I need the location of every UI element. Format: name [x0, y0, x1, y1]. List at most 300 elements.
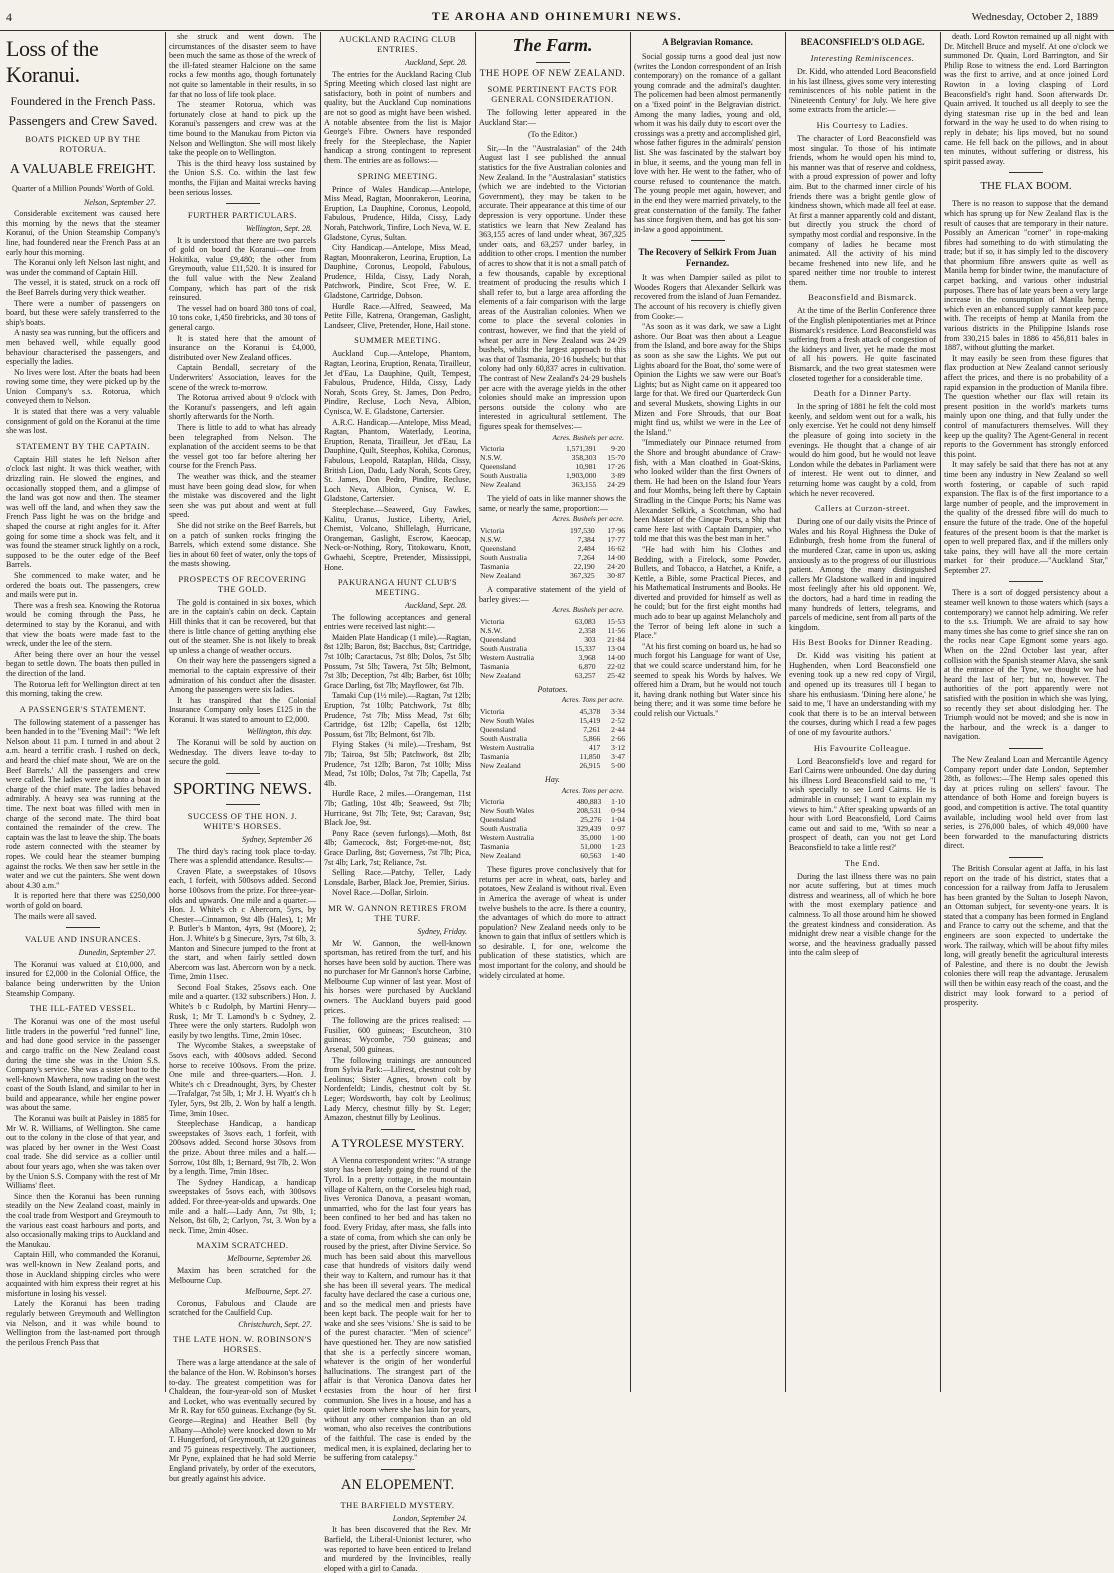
- paragraph: The Koranui only left Nelson last night, and was under the command of Captain Hill.: [6, 258, 160, 277]
- table-header: [479, 786, 626, 796]
- table-row: [479, 662, 626, 671]
- paragraph: "At his first coming on board us, he had so much forgot his Language for want of Use, that we could scarce understand him, for he seemed to speak his Words by halves. We offered him a Dram, but he would not touch it, having drank nothing but Water since his being there; and it was some time before he could relish our Victuals.": [634, 641, 781, 718]
- acres-cell: 11,850: [579, 751, 601, 761]
- paragraph: Mr W. Gannon, the well-known sportsman, has retired from the turf, and his horses have been sold by auction. There was no purchaser for Mr Gannon's horse Carbine, Melbourne Cup winner of last year. Most of his horses were purchased by Auckland owners. The Auckland buyers paid good prices.: [324, 938, 471, 1015]
- acres-cell: 60,563: [580, 851, 602, 861]
- table-row: [479, 806, 626, 815]
- paragraph: There was a large attendance at the sale of the balance of the Hon. W. Robinson's horses to-day. The greatest competition was for Chaldean, the four-year-old son of Musket and Locket, who was eventually secured by Mr R. Ray for 650 guineas. Exchange (by St. George—Regina) and Heather Bell (by Albany—Athole) were knocked down to Mr T. Hungerford, of Greymouth, at 120 guineas and 75 guineas respectively. The auctioneer, Mr Pyne, explained that he had sold Merrie England privately, by order of the executors, but greatly against his advice.: [169, 1358, 316, 1483]
- acres-cell: 63,083: [574, 616, 596, 626]
- potatoes-table: [479, 707, 626, 770]
- colony-cell: Tasmania: [480, 561, 509, 571]
- dateline: Sydney, Friday.: [417, 926, 467, 936]
- colony-cell: New South Wales: [480, 806, 535, 816]
- paragraph: It has transpired that the Colonial Insurance Company only loses £125 in the Koranui. It was stated to amount to £2,000.: [169, 695, 316, 724]
- headline-elopement: AN ELOPEMENT.: [340, 1476, 455, 1493]
- yield-cell: 14·00: [607, 652, 625, 662]
- paragraph: Pony Race (seven furlongs).—Moth, 8st 4lb; Gamecock, 8st; Forget-me-not, 8st; Grace Darling, 8st; Governess, 7st 7lb; Pica, 7st 4lb; Lark, 7st; Reliance, 7st.: [324, 828, 471, 867]
- paragraph: Second Foal Stakes, 25sovs each. One mile and a quarter. (132 subscribers.) Hon. J. White's b c Rudolph, by Martini Henry—Rusk, 1; Mr T. Lamond's b c Sydney, 2. Three were the only starters. Rudolph won easily by two lengths. Time, 2min 10sec.: [169, 982, 316, 1040]
- divider: [381, 1129, 415, 1130]
- paragraph: The Koranui was built at Paisley in 1885 for Mr W. R. Williams, of Wellington. She came out to the colony in the close of that year, and was placed by her owner in the West Coast coal trade. She did service as a collier until about four years ago, when she was taken over by the Union S.S. Company with the rest of Mr Williams' fleet.: [6, 1114, 160, 1191]
- paragraph: She did not strike on the Beef Barrels, but on a patch of sunken rocks fringing the Barrels, which extend some distance. She lies in about 60 feet of water, only the tops of the masts showing.: [169, 520, 316, 569]
- paragraph: A.R.C. Handicap.—Antelope, Miss Mead, Ragtan, Phantom, Waterlady, Leorina, Eruption, Renata, Tirailleur, Jet d'Eau, La Dauphine, Quilt, Steephos, Kohika, Coronus, Fabulous, Leopold, Rataplan, Hilda, Cissy, British Lion, Dadu, Lady Norah, Scots Grey, St. James, Don Pedro, Pindire, Recluse, Loch Neva, Albion, Cynisca, W. E. Gladstone, Cartersier.: [324, 417, 471, 504]
- oats-table: [479, 526, 626, 580]
- yield-cell: 30·87: [607, 570, 625, 580]
- paragraph: The Sydney Handicap, a handicap sweepstakes of 5sovs each, with 300sovs added. For three-year-olds and upwards. One mile and a half.—Lady Ann, 7st 9lb, 1; Nelson, 8st 6lb, 2; Carlyon, 7st, 3. Won by a neck. Time, 2min 40sec.: [169, 1177, 316, 1235]
- column-4: [479, 32, 626, 1392]
- colony-cell: South Australia: [480, 733, 528, 743]
- acres-cell: 363,155: [571, 480, 597, 490]
- paragraph: The weather was thick, and the steamer must have been going dead slow, for when the mistake was discovered and the light seen she was put about and went at full speed.: [169, 471, 316, 520]
- subhead-books: His Best Books for Dinner Reading.: [792, 637, 933, 648]
- yield-cell: 2·66: [611, 733, 625, 743]
- divider: [536, 62, 570, 63]
- subhead-summer: SUMMER MEETING.: [354, 335, 441, 346]
- paragraph: The following statement of a passenger has been handed in to the "Evening Mail": "We left Nelson about 11 p.m. I turned in and about 2 a.m. heard a terrific crash. I rushed on deck, and heard the chief mate shout, 'We are on the Beef Barrels.' All the passengers and crew were called. The ladies were got into a boat in charge of the chief mate. The ladies behaved admirably. A heavy sea was running at the time. The next boat was filled with men in charge of the second mate. The third boat contained the remainder of the crew. The captain was the last to leave the ship. The boats rode astern connected with the steamer by ropes. We could hear the steamer bumping against the rocks. We then saw her settle in the water and we cut the painters. She went down about 4.30 a.m.": [6, 717, 160, 890]
- column-rule: [785, 32, 786, 1392]
- yield-cell: 14·00: [607, 552, 625, 562]
- yield-cell: 3·34: [611, 706, 625, 716]
- paragraph: The Rotorua arrived about 9 o'clock with the Koranui's passengers, and left again shortly afterwards for the North.: [169, 393, 316, 422]
- hay-table: [479, 797, 626, 860]
- table-row: [479, 851, 626, 860]
- yield-cell: 2·52: [611, 715, 625, 725]
- acres-cell: 22,190: [573, 561, 595, 571]
- paragraph: Auckland Cup.—Antelope, Phantom, Ragtan, Leorina, Eruption, Renata, Tirailleur, Jet d'Eau, La Dauphine, Quilt, Tempest, Fabulous, Prudence, Hilda, Cissy, Lady Norah, Scots Grey, St. James, Don Pedro, Pindire, Recluse, Loch Neva, Albion, Cynisca, W. E. Gladstone, Cartersier.: [324, 349, 471, 416]
- paragraph: The yield of oats in like manner shows the same, or nearly the same, proportion:—: [479, 494, 626, 513]
- paragraph: A Vienna correspondent writes: "A strange story has been lately going the round of the Tyrol. In a pretty cottage, in the mountain village of Kaltern, on the Corseleu high road, lives Veronica Danova, a peasant woman, unmarried, who for the last four years has been confined to her bed and has taken no food. Every Friday, after mass, she falls into a state of coma, from which she can only be roused by the priest, after Divine Service. So much has been said about this marvellous case that hundreds of visitors daily wend their way to Kaltern, and rumour has it that she has been ill several years. The medical faculty have declared the case a curious one, and so the medical men and priests have been kept back. The people wait for her to wake and she sees 'visions.' She is said to be of the purest character. "Men of science" have questioned her. They are now satisfied that she is a perfectly sincere woman, whatever is the origin of her wonderful hallucinations. The strangest part of the affair is that Veronica Danova dates her ecstasies from the hour of her first communion. She lives in a house, and has a quiet little room where she has lain for years, without any other companion than an old woman, who also receives the contributions of the faithful. The case is ended by the medical men, it is explained, declaring her to be suffering from catalepsy.": [324, 1155, 471, 1463]
- paragraph: The gold is contained in six boxes, which are in the captain's cabin on deck. Captain Hill thinks that it can be recovered, but that there is little chance of getting anything else out of the steamer. She is not likely to break up unless a change of weather occurs.: [169, 597, 316, 655]
- column-rule: [630, 32, 631, 1392]
- subhead-courtesy: His Courtesy to Ladies.: [816, 119, 909, 130]
- paragraph: No lives were lost. After the boats had been rowing some time, they were picked up by the Union Company's s.s. Rotorua, which conveyed them to Nelson.: [6, 367, 160, 406]
- table-title: Hay.: [545, 774, 560, 784]
- table-row: [479, 571, 626, 580]
- colony-cell: Queensland: [480, 724, 516, 734]
- column-rule: [940, 32, 941, 1392]
- table-row: [479, 480, 626, 489]
- dateline: Christchurch, Sept. 27.: [238, 1319, 312, 1329]
- yield-cell: 15·53: [607, 616, 625, 626]
- colony-cell: N.S.W.: [480, 453, 502, 463]
- acres-cell: 35,000: [580, 833, 602, 843]
- deck-gold: Quarter of a Million Pounds' Worth of Gold.: [12, 184, 154, 193]
- paragraph: Maxim has been scratched for the Melbourne Cup.: [169, 1265, 316, 1285]
- masthead: [0, 0, 1114, 31]
- acres-cell: 7,261: [583, 724, 601, 734]
- paragraph: Maiden Plate Handicap (1 mile).—Ragtan, 8st 12lb; Baron, 8st; Bacchus, 8st; Cartridge, 7st 10lb; Caractacus, 7st 8lb; Dolos, 7st 5lb; Possum, 7st 5lb; Tawera, 7st 5lb; Belmont, 7st 3lb; Deception, 7st 4lb; Barber, 6st 10lb; Grace Darling, 6st 7lb; Mayflower, 6st 7lb.: [324, 632, 471, 690]
- paragraph: It has been discovered that the Rev. Mr Barfield, the Liberal-Unionist lecturer, who was reported to have been enticed to Ireland and murdered by the Invincibles, really eloped with a girl to Canada.: [324, 1525, 471, 1573]
- colony-cell: Victoria: [480, 525, 505, 535]
- table-row: [479, 716, 626, 725]
- subhead-robinson: THE LATE HON. W. ROBINSON'S HORSES.: [173, 1334, 312, 1355]
- subhead-auckland: AUCKLAND RACING CLUB ENTRIES.: [338, 34, 457, 54]
- dateline: Dunedin, September 27.: [78, 948, 156, 958]
- headline-tyrolese: A TYROLESE MYSTERY.: [330, 1135, 465, 1150]
- acres-cell: 1,571,391: [565, 444, 597, 454]
- paper-title: TE AROHA AND OHINEMURI NEWS.: [431, 9, 683, 23]
- yield-cell: 9·20: [611, 444, 625, 454]
- subhead-pakuranga: PAKURANGA HUNT CLUB'S MEETING.: [337, 577, 458, 598]
- table-row: [479, 462, 626, 471]
- paragraph: Steeplechase.—Seaweed, Guy Fawkes, Kalitu, Uranus, Justice, Liberty, Ariel, Chemist, Volcano, Shillelagh, Hurricane, Orangeman, Gaslight, Escrow, Kaeocap, Neck-or-Nothing, Rory, Titokowaru, Knott, Gwhaehi, Sceptre, Pretender, Mississippi, Hone.: [324, 504, 471, 572]
- colony-cell: South Australia: [480, 471, 528, 481]
- table-row: [479, 743, 626, 752]
- acres-cell: 15,337: [574, 643, 596, 653]
- subhead-captain: STATEMENT BY THE CAPTAIN.: [16, 440, 150, 451]
- yield-cell: 25·42: [607, 670, 625, 680]
- colony-cell: New Zealand: [480, 851, 521, 861]
- paragraph: It is understood that there are two parcels of gold on board the Koranui—one from Hokitika, value £9,480; the other from Greymouth, value £11,520. It is insured for the full value with the New Zealand Company, which has part of the risk reinsured.: [169, 235, 316, 303]
- colony-cell: Tasmania: [480, 842, 509, 852]
- paragraph: Steeplechase Handicap, a handicap sweepstakes of 3sovs each, 1 forfeit, with 200sovs added. Second horse 30sovs from the prize. About three miles and a half.—Sorrow, 10st 8lb, 1; Bernard, 9st 7lb, 2. Won by a length. Time, 7min 18sec.: [169, 1119, 316, 1177]
- paragraph: "As soon as it was dark, we saw a Light ashore. Our Boat was then about a League from the Island, and bore away for the Ships as soon as she saw the Lights. We put out Lights aboard for the Boat, tho' some were of Opinion the Lights we saw were our Boat's Lights; but as Night came on it appeared too large for that. We fired our Quarterdeck Gun and several Muskets, showing Lights in our Mizen and Fore Shrouds, that our Boat might find us, whilst we were in the Lee of the Island.": [634, 322, 781, 437]
- issue-date: Wednesday, October 2, 1889: [971, 11, 1098, 23]
- table-row: [479, 671, 626, 680]
- paragraph: Coronus, Fabulous and Claude are scratched for the Caulfield Cup.: [169, 1298, 316, 1318]
- divider: [1009, 172, 1043, 173]
- column-3: [324, 32, 471, 1573]
- paragraph: Lord Beaconsfield's love and regard for Earl Cairns were unbounded. One day during his illness Lord Beaconsfield said to me, "I wish specially to see Lord Cairns. He is admirable in counsel; I want to explain my views to him." After speaking upwards of an hour with Lord Beaconsfield, Lord Cairns came out and said to me, 'With so near a prospect of death, can you not get Lord Beaconsfield to take a little rest?': [789, 756, 936, 852]
- divider: [381, 1469, 415, 1470]
- colony-cell: Queensland: [480, 634, 516, 644]
- headline-flax: THE FLAX BOOM.: [980, 180, 1072, 193]
- paragraph: Sir,—In the "Australasian" of the 24th August last I see published the annual statistics for the five Australian colonies and New Zealand. In the "Australasian" statistics (which we are indebted to the Victorian Government), they may be taken to be accurate. Their appearance at this time of our depression is very opportune. Under these statistics we learn that New Zealand has 363,155 acres of land under wheat, 367,325 under oats, and 63,257 under barley, in addition to other crops. I mention the number of acres to show that it is not a small patch of a few thousands, capable by exceptional treatment of producing the results which I shall refer to, but a large area affording the elements of a fair comparison with the large areas of the Australian colonies. When we come to place the several colonies in contrast, however, we find that the yield of wheat per acre in New Zealand was 24·29 bushels, whilst the largest approach to this was that of Tasmania, 20·16 bushels; but that colony had only 60,837 acres in cultivation. The contrast of New Zealand's 24·29 bushels per acre with the average yields in the other colonies should make an impression upon persons outside the colony who are interested in agricultural settlement. The figures speak for themselves:—: [479, 143, 627, 431]
- table-row: [479, 815, 626, 824]
- acres-cell: 25,276: [580, 815, 602, 825]
- paragraph: It was when Dampier sailed as pilot to Woodes Rogers that Alexander Selkirk was recovered from the island of Juan Fernandez. The account of his recovery is chiefly given from Cooke:—: [634, 273, 781, 321]
- table-row: [479, 526, 626, 535]
- paragraph: Social gossip turns a good deal just now (writes the London correspondent of an Irish contemporary) on the romance of a gallant young comrade and the admiral's daughter. The policemen had been almost permanently on a 'fixed point' in the Belgravian district. Among the many ladies, young and old, whom it was his daily duty to escort over the crossings was a pretty and accomplished girl, whose father figures in the admirals' pension list. She was fascinated by the stalwart boy in blue, it seems, and the young man fell in love with her. He went to the father, who of course refused to countenance the match. The young people met again, however, and in the end they were married privately, to the great consternation of the family. The father has since forgiven them, and has got his son-in-law a good appointment.: [634, 52, 781, 234]
- table-header: Acres. Bushels per acre.: [552, 514, 624, 524]
- paragraph: The Koranui will be sold by auction on Wednesday. The divers leave to-day to secure the gold.: [169, 738, 316, 767]
- acres-cell: 417: [588, 742, 601, 752]
- acres-cell: 5,866: [583, 733, 601, 743]
- paragraph: Lately the Koranui has been trading regularly between Greymouth and Wellington via Nelson, and it was while bound to Wellington from the last-named port through the perilous French Pass that: [6, 1299, 160, 1347]
- yield-cell: 0·94: [611, 806, 625, 816]
- acres-cell: 10,981: [575, 462, 597, 472]
- paragraph: Dr. Kidd, who attended Lord Beaconsfield in his last illness, gives some very interesting reminiscences of his noble patient in the 'Nineteenth Century' for July. We here give some extracts from the article:—: [789, 67, 936, 115]
- headline-selkirk: The Recovery of Selkirk From Juan Fernandez.: [638, 247, 777, 269]
- wheat-table: [479, 444, 626, 489]
- divider: [226, 203, 260, 204]
- paragraph: A nasty sea was running, but the officers and men behaved well, while equally good behaviour characterised the passengers, and especially the ladies.: [6, 328, 160, 367]
- table-row: [479, 444, 626, 453]
- paragraph: "Immediately our Pinnace returned from the Shore and brought abundance of Craw-fish, with a Man cloathed in Goat-Skins, who looked wilder than the first Owners of them. He had been on the Island four Years and four Months, being left there by Captain Stradling in the Cinque Ports; his Name was Alexander Selkirk, a Scotchman, who had been Master of the Cinque Ports, a Ship that came here last with Captain Dampier, who told me that this was the best man in her.": [634, 438, 781, 544]
- table-row: [479, 562, 626, 571]
- table-title: Potatoes.: [537, 684, 568, 694]
- colony-cell: N.S.W.: [480, 625, 502, 635]
- table-header: [479, 695, 626, 705]
- paragraph: The vessel, it is stated, struck on a rock off the Beef Barrels during very thick weather.: [6, 278, 160, 297]
- yield-cell: 1·23: [611, 842, 625, 852]
- column-7: [944, 32, 1108, 1392]
- paragraph: City Handicap.—Antelope, Miss Mead, Ragtan, Moonrakeron, Leorina, Eruption, La Dauphine, Coronus, Leopold, Fabulous, Prudence, Hilda, Cissy, Lady Norah, Patchwork, Pindire, Scot Free, W. E. Gladstone, Cartridge, Dobson.: [324, 243, 471, 301]
- paragraph: Novel Race.—Dollar, Sirloin.: [332, 888, 429, 898]
- table-row: [479, 471, 626, 480]
- dateline: Auckland, Sept. 28.: [405, 601, 467, 611]
- paragraph: It is stated here that the amount of insurance on the Koranui is £4,000, distributed over New Zealand offices.: [169, 333, 316, 362]
- section-farm: The Farm.: [512, 35, 593, 55]
- paragraph: The Koranui was one of the most useful little traders in the powerful "red funnel" line, and had done good service in the passenger and cargo traffic on the New Zealand coast during the time she was in the Union S.S. Company's service. She was a sister boat to the well-known Mawhera, now trading on the west coast of the South Island, and similar to her in build and appearance, while her engine power was about the same.: [6, 1017, 160, 1113]
- yield-cell: 1·10: [611, 797, 625, 807]
- colony-cell: Victoria: [480, 797, 505, 807]
- divider: [66, 927, 100, 928]
- yield-cell: 21·84: [607, 634, 625, 644]
- paragraph: The third day's racing took place to-day. There was a splendid attendance. Results:—: [169, 846, 316, 866]
- colony-cell: Queensland: [480, 462, 516, 472]
- yield-cell: 22·02: [607, 661, 625, 671]
- paragraph: There is little to add to what has already been telegraphed from Nelson. The explanation of the accident seems to be that the vessel got too far before altering her course for the French Pass.: [169, 422, 316, 471]
- paragraph: This is the third heavy loss sustained by the Union S.S. Co. within the last few months, the Fijian and Maitai wrecks having been serious losses.: [169, 158, 316, 197]
- deck-freight: A VALUABLE FREIGHT.: [10, 161, 156, 176]
- yield-cell: 5·00: [611, 760, 625, 770]
- acres-cell: 358,303: [571, 453, 597, 463]
- acres-cell: 367,325: [569, 570, 595, 580]
- colony-cell: New Zealand: [480, 760, 521, 770]
- paragraph: The New Zealand Loan and Mercantile Agency Company report under date London, September 28th, as follows:—The Hemp sales opened this day at prices ruling on sellers' favour. The attendance of both Home and foreign buyers is good, and competition is active. The total quantity available, including wool held over from last series, is 276,000 bales, of which 49,000 have been forwarded to the manufacturing districts direct.: [944, 754, 1108, 851]
- table-row: [479, 635, 626, 644]
- headline-beaconsfield: BEACONSFIELD'S OLD AGE.: [800, 37, 925, 47]
- paragraph: Captain Bendall, secretary of the Underwriters' Association, leaves for the scene of the wreck to-morrow.: [169, 363, 316, 392]
- colony-cell: Western Australia: [480, 652, 535, 662]
- dateline: London, September 24.: [392, 1513, 467, 1523]
- table-row: [479, 644, 626, 653]
- table-row: [479, 626, 626, 635]
- paragraph: Captain Hill states he left Nelson after o'clock last night. It was thick weather, with drizzling rain. He slowed the engines, and occasionally stopped them, and a glimpse of the land was got now and then. The steamer was well off the land, and when they saw the French Pass light he was on the bridge and shaped the course at right angles for it. After going for some time a shock was felt, and it was found the steamer struck lightly on a rock, supposed to be the outer edge of the Beef Barrels.: [6, 454, 160, 570]
- colony-cell: New Zealand: [480, 480, 521, 490]
- dateline: Wellington, Sept. 28.: [245, 224, 312, 234]
- deck-boats: BOATS PICKED UP BY THE ROTORUA.: [25, 134, 141, 154]
- paragraph: The British Consular agent at Jaffa, in his last report on the trade of his district, states that a concession for a railway from Jaffa to Jerusalem has been granted by the Sultan to Joseph Navon, an Ottoman subject, for seventy-one years. It is stated that a company has been formed in England and France to carry out the scheme, and that the engineers are soon expected to undertake the work. The railway, which will be about fifty miles long, will greatly benefit the agricultural interests of Palestine, and there is no doubt the Jewish colonies there will reap the advantage. Jerusalem will then be within easy reach of the coast, and the district may look forward to a period of prosperity.: [944, 863, 1108, 1008]
- paragraph: death. Lord Rowton remained up all night with Dr. Mitchell Bruce and myself. At one o'clock we summoned Dr. Quain, Lord Barrington, and Sir Philip Rose to witness the end. Lord Barrington was the first to arrive, and at once joined Lord Rowton in a loving clasping of Lord Beaconsfield's right hand. Soon afterwards Dr. Quain arrived. It touched us all deeply to see the dying statesman rise up in the bed and lean forward in the way he used to do when rising to reply in debate; his lips moved, but no sound came. He fell back on the pillows, and in about ten minutes, without suffering or distress, his spirit passed away.: [944, 32, 1108, 166]
- acres-cell: 329,439: [576, 824, 602, 834]
- table-row: [479, 842, 626, 851]
- acres-cell: 480,883: [576, 797, 602, 807]
- column-6: [789, 32, 936, 1392]
- table-row: [479, 761, 626, 770]
- colony-cell: Queensland: [480, 815, 516, 825]
- colony-cell: Victoria: [480, 444, 505, 454]
- acres-cell: 63,257: [574, 670, 596, 680]
- subhead-passenger: A PASSENGER'S STATEMENT.: [19, 703, 147, 714]
- column-1: [6, 32, 160, 1392]
- acres-cell: 303: [584, 634, 596, 644]
- yield-cell: 2·44: [611, 724, 625, 734]
- subhead-further: FURTHER PARTICULARS.: [187, 210, 298, 221]
- paragraph: Considerable excitement was caused here this morning by the news that the steamer Koranui, of the Union Steamship Company's line, had foundered near the French Pass at an early hour this morning.: [6, 209, 160, 257]
- acres-cell: 3,968: [578, 652, 596, 662]
- barley-table: [479, 617, 626, 680]
- acres-cell: 7,264: [577, 552, 595, 562]
- paragraph: she struck and went down. The circumstances of the disaster seem to have been much the same as those of the wreck of the ill-fated steamer Halcione on the same rocks a few months ago, though fortunately not quite so lamentable in their results, in so far that no loss of life took place.: [169, 32, 316, 99]
- paragraph: The following letter appeared in the Auckland Star:—: [479, 108, 626, 127]
- paragraph: "He had with him his Clothes and Bedding, with a Firelock, some Powder, Bullets, and Tobacco, a Hatchet, a Knife, a Kettle, a Bible, some Practical Pieces, and his Mathematical Instruments and Books. He diverted and provided for himself as well as he could; but for the first eight months had much ado to bear up against Melancholy and the Terror of being left alone in such a Place.": [634, 544, 781, 641]
- acres-cell: 6,870: [578, 661, 596, 671]
- colony-cell: South Australia: [480, 824, 528, 834]
- acres-cell: 2,358: [578, 625, 596, 635]
- paragraph: The Rotorua left for Wellington direct at ten this morning, taking the crew.: [6, 679, 160, 699]
- header-acres: Acres.: [561, 785, 581, 795]
- header-tons: Tons per acre.: [582, 785, 624, 795]
- acres-cell: 51,000: [580, 842, 602, 852]
- paragraph: Tamaki Cup (1½ mile).—Ragtan, 7st 12lb; Eruption, 7st 10lb; Patchwork, 7st 8lb; Prudence, 7st 7lb; Miss Mead, 7st 6lb; Cartridge, 6st 12lb; Capella, 6st 12lb; Possum, 6st 7lb; Belmont, 6st 7lb.: [324, 691, 471, 739]
- paragraph: There is a sort of dogged persistency about a steamer well known to those waters which (says a contemporary) we cannot help admiring. We refer to the s.s. Triumph. We are afraid to say how many times she has come to grief since she ran on the rocks near Cape Egmont some years ago. When on the 22nd October last year, after collision with the Spanish steamer Alava, she sank at the entrance of the Tyne, we thought we had heard the last of her; but no, however. The authorities of the port apparently were not satisfied with the position in which she was lying, so recently they set about dislodging her. The Triumph would not be moved; and she is now in the harbour, and the wreck is a danger to navigation.: [944, 588, 1108, 742]
- dateline: Wellington, this day.: [246, 726, 312, 736]
- paragraph: Since then the Koranui has been running steadily on the New Zealand coast, mainly in the coal trade from Westport and Greymouth to the various east coast harbours and ports, and also occasionally making trips to Auckland and the Manukau.: [6, 1191, 160, 1249]
- paragraph: Selling Race.—Patchy, Teller, Lady Lonsdale, Barber, Black Joe, Premier, Sirius.: [324, 868, 471, 887]
- subhead-prospects: PROSPECTS OF RECOVERING THE GOLD.: [178, 573, 307, 594]
- acres-cell: 7,384: [577, 534, 595, 544]
- subhead-spring: SPRING MEETING.: [357, 170, 438, 181]
- table-row: [479, 797, 626, 806]
- paragraph: Hurdle Race.—Alfred, Seaweed, Ma Petite Fille, Katrena, Orangeman, Gaslight, Landseer, Clive, Pretender, Hone, Hail stone.: [324, 301, 471, 330]
- paragraph: The Koranui was valued at £10,000, and insured for £2,000 in the Colonial Office, the balance being underwritten by the Union Steamship Company.: [6, 959, 160, 998]
- paragraph: Hurdle Race, 2 miles.—Orangeman, 11st 7lb; Gatling, 10st 4lb; Seaweed, 9st 7lb; Hurricane, 9st 7lb; Tete, 9st; Caravan, 9st; Black Joe, 9st.: [324, 789, 471, 828]
- paragraph: At the time of the Berlin Conference three of the English plenipotentiaries met at Prince Bismarck's residence. Lord Beaconsfield was suffering from a fresh attack of congestion of the kidneys and liver, yet he made the most of all his powers. He quite fascinated Bismarck, and the two great statesmen were closeted together for a considerable time.: [789, 306, 936, 383]
- yield-cell: 15·70: [607, 453, 625, 463]
- subhead-facts: SOME PERTINENT FACTS FOR GENERAL CONSIDERATION.: [487, 84, 618, 104]
- yield-cell: 13·04: [607, 643, 625, 653]
- subhead-barfield: THE BARFIELD MYSTERY.: [340, 1499, 455, 1510]
- acres-cell: 2,484: [577, 543, 595, 553]
- colony-cell: Victoria: [480, 616, 505, 626]
- yield-cell: 17·26: [607, 462, 625, 472]
- subhead-death: Death for a Dinner Party.: [813, 388, 912, 399]
- divider: [1009, 581, 1043, 582]
- yield-cell: 24·20: [607, 561, 625, 571]
- colony-cell: New Zealand: [480, 670, 521, 680]
- yield-cell: 3·12: [611, 742, 625, 752]
- header-tons: Tons per acre.: [582, 695, 624, 705]
- table-row: [479, 725, 626, 734]
- header-acres: Acres.: [561, 695, 581, 705]
- paragraph: On their way here the passengers signed a memorial to the captain expressive of their admiration of his conduct after the disaster. Among the passengers were six ladies.: [169, 656, 316, 695]
- paragraph: Prince of Wales Handicap.—Antelope, Miss Mead, Ragtan, Moonrakeron, Leorina, Eruption, La Dauphine, Coronus, Leopold, Fabulous, Prudence, Hilda, Cissy, Lady Norah, Patchwork, Tinfire, Loch Neva, W. E. Gladstone, Cyrus, Sultan.: [324, 184, 471, 242]
- paragraph: The following are the prices realised: —Fusilier, 600 guineas; Escutcheon, 310 guineas; Wycombe, 750 guineas; and Arsenal, 500 guineas.: [324, 1016, 471, 1055]
- paragraph: There is no reason to suppose that the demand which has sprung up for New Zealand flax is the result of causes that are temporary in their nature. Possibly an American "corner" in rope-making fibres had something to do with stimulating the trade; but if so, it has simply led to the discovery that phormium fibre answers quite as well as Manila hemp for binder twine, the manufacture of carpet backing, and various other industrial purposes. There has of late years been a very large increase in the consumption of Manila hemp, which even an enhanced supply cannot keep pace with. The receipts of hemp at Manila from the various districts in the Philippine Islands rose from 330,215 bales in 1886 to 456,811 bales in 1887, without glutting the market.: [944, 199, 1108, 353]
- colony-cell: Tasmania: [480, 751, 509, 761]
- page-number: 4: [6, 10, 12, 24]
- paragraph: It is reported here that there was £250,000 worth of gold on board.: [6, 891, 160, 910]
- divider: [1009, 857, 1043, 858]
- column-5: [634, 32, 781, 1392]
- table-row: [479, 707, 626, 716]
- subhead-maxim: MAXIM SCRATCHED.: [196, 1240, 289, 1251]
- yield-cell: 17·77: [607, 534, 625, 544]
- yield-cell: 3·89: [611, 471, 625, 481]
- divider: [691, 240, 725, 241]
- paragraph: These figures prove conclusively that for returns per acre in wheat, oats, barley and potatoes, New Zealand is without rival. Even in America the average of wheat is under twelve bushels to the acre. Is there a country, the advantages of which do more to attract population? New Zealand needs only to be known to gain that influx of settlers which is so desirable. I, for one, welcome the publication of these statistics, which are most important for the colony, and should be widely circulated at home.: [479, 865, 626, 980]
- divider: [226, 804, 260, 805]
- table-header: Acres. Bushels per acre.: [552, 432, 624, 442]
- headline-koranui: Loss of the Koranui.: [6, 36, 99, 87]
- dateline: Melbourne, September 26.: [227, 1254, 312, 1264]
- colony-cell: New Zealand: [480, 570, 521, 580]
- table-row: [479, 535, 626, 544]
- dateline: Nelson, September 27.: [84, 197, 156, 207]
- colony-cell: New South Wales: [480, 715, 535, 725]
- subhead-bismarck: Beaconsfield and Bismarck.: [808, 292, 917, 303]
- subhead-end: The End.: [844, 857, 881, 868]
- paragraph: The mails were all saved.: [14, 911, 97, 921]
- paragraph: The following acceptances and general entries were received last night:—: [324, 612, 471, 632]
- dateline: Auckland, Sept. 28.: [405, 58, 467, 67]
- to-editor: (To the Editor.): [528, 130, 577, 140]
- yield-cell: 1·04: [611, 815, 625, 825]
- subhead-gannon: MR W. GANNON RETIRES FROM THE TURF.: [328, 902, 467, 923]
- paragraph: The character of Lord Beaconsfield was most singular. To those of his intimate friends, whom he would open his mind to, his manner was that of reserve and coldness, with a proud expression of power and lofty aim. But to the charmed inner circle of his friends there was a bright gentle glow of kindness shown, which made all feel at ease. At first a manner apparently cold and distant, but directly you struck the chord of sympathy most cordial and responsive. In the company of ladies he became most animated. All the activity of his mind became freshened into new life, and he spared neither time nor trouble to interest them.: [789, 133, 936, 287]
- acres-cell: 197,530: [569, 525, 595, 535]
- paragraph: The vessel had on board 380 tons of coal, 10 tons coke, 1,450 firebricks, and 30 tons of general cargo.: [169, 303, 316, 333]
- divider: [226, 773, 260, 774]
- paragraph: Craven Plate, a sweepstakes of 10sovs each, 1 forfeit, with 500sovs added. Second horse 100sovs from the prize. For three-year-olds and upwards. One mile and a quarter.—Hon. J. White's ch c Abercorn, 5yrs, by Chester—Cinnamon, 9st 4lb (Hales), 1; Mr P. Butler's b Manton, 4yrs, 9st (Moore), 2; Hon. J. White's b g Sinecure, 3yrs, 7st 6lb, 3. Manton and Sinecure jumped to the front at the start, and when fairly settled down Abercorn was last. Abercorn won by a neck. Time, 2min 11sec.: [169, 866, 316, 982]
- headline-belgravian: A Belgravian Romance.: [662, 37, 753, 47]
- colony-cell: South Australia: [480, 552, 528, 562]
- yield-cell: 11·56: [607, 625, 625, 635]
- subhead-vessel: THE ILL-FATED VESSEL.: [29, 1003, 137, 1014]
- yield-cell: 17·96: [607, 525, 625, 535]
- dateline: Sydney, September 26: [242, 834, 312, 844]
- table-row: [479, 617, 626, 626]
- paragraph: Flying Stakes (¾ mile).—Tresham, 9st 7lb; Tairoa, 9st 5lb; Patchwork, 8st 2lb; Prudence, 7st 12lb; Baron, 7st 10lb; Miss Mead, 7st 10lb; Dolos, 7st 7lb; Capella, 7st 4lb.: [324, 740, 471, 788]
- acres-cell: 26,915: [579, 760, 601, 770]
- paragraph: Captain Hill, who commanded the Koranui, was well-known in New Zealand ports, and those in Auckland shipping circles who were acquainted with him express their regret at his misfortune in losing his vessel.: [6, 1250, 160, 1298]
- deck-founded: Foundered in the French Pass.: [10, 94, 156, 108]
- dateline: Melbourne, Sept. 27.: [245, 1287, 312, 1297]
- column-rule: [475, 32, 476, 1392]
- yield-cell: 24·29: [607, 480, 625, 490]
- column-rule: [165, 32, 166, 1392]
- paragraph: During one of our daily visits the Prince of Wales and his Royal Highness the Duke of Edinburgh, fresh home from the funeral of the murdered Czar, came in upon us, asking anxiously as to the progress of our illustrious patient. Among the many distinguished callers Mr Gladstone walked in and inquired most feelingly after his old opponent. We, the doctors, had a hard time in reading the many hundreds of letters, telegrams, and parcels of medicine, sent from all parts of the kingdom.: [789, 517, 936, 632]
- paragraph: During the last illness there was no pain nor acute suffering, but at times much distress and weariness, all of which he bore with the most exemplary patience and calmness. To all those around him he showed the greatest kindness and consideration. As midnight drew near a visible change for the worse, and the heaviness gradually passed into the calm sleep of: [789, 871, 936, 958]
- paragraph: In the spring of 1881 he felt the cold most keenly, and seldom went out for a walk, his only exercise. Yet he could not deny himself the pleasure of going into society in the evenings. He thought that a change of air would do him good, but he would not leave London while the debates in Parliament were of interest. He went out to dinner, and returning home was caught by a cold, from which he never recovered.: [789, 402, 936, 498]
- table-row: [479, 824, 626, 833]
- paragraph: The Wycombe Stakes, a sweepstake of 5sovs each, with 400sovs added. Second horse to receive 100sovs. From the prize. One mile and three-quarters.—Hon. J. White's ch c Dreadnought, 3yrs, by Chester—Trafalgar, 7st 5lb, 1; Mr J. H. Wyatt's ch h Tyler, 5yrs, 9st 2lb, 2. Won by half a length. Time, 3min 10sec.: [169, 1041, 316, 1118]
- acres-cell: 15,419: [579, 715, 601, 725]
- acres-cell: 1,903,000: [565, 471, 597, 481]
- yield-cell: 1·40: [611, 851, 625, 861]
- paragraph: The entries for the Auckland Racing Club Spring Meeting which closed last night are satisfactory, both in point of numbers and quality, but the Auckland Cup nominations are not so good as might have been wished. A notable absentee from the list is Major George's Fibre. Owners have responded freely for the Steeplechase, the Napier handicap a strong contingent to represent them. The entries are as follows:—: [324, 69, 471, 165]
- colony-cell: N.S.W.: [480, 534, 502, 544]
- divider: [1009, 748, 1043, 749]
- subhead-hope: THE HOPE OF NEW ZEALAND.: [479, 69, 626, 79]
- colony-cell: Tasmania: [480, 661, 509, 671]
- subhead-colleague: His Favourite Colleague.: [813, 742, 912, 753]
- headline-sporting: SPORTING NEWS.: [173, 778, 312, 798]
- paragraph: A comparative statement of the yield of barley gives:—: [479, 584, 626, 604]
- paragraph: Dr. Kidd was visiting his patient at Hughenden, when Lord Beaconsfield one evening took up a new red copy of Virgil, and opened up its treasures till I began to share his enthusiasm. 'Dining here alone,' he said to me, 'I have an understanding with my cook that there is to be an interval between the courses, during which I read a few pages of one of my favourite authors.': [789, 651, 936, 738]
- colony-cell: Western Australia: [480, 833, 535, 843]
- table-row: [479, 544, 626, 553]
- yield-cell: 0·97: [611, 824, 625, 834]
- paragraph: She commenced to make water, and he ordered the boats out. The passengers, crew and mails were put in.: [6, 570, 160, 600]
- paragraph: The steamer Rotorua, which was fortunately close at hand to pick up the Koranui's passengers and crew was at the time bound to the Manukau from Picton via Nelson and Wellington. She will most likely take the people on to Wellington.: [169, 100, 316, 158]
- yield-cell: 16·62: [607, 543, 625, 553]
- subhead-curzon: Callers at Curzon-street.: [814, 503, 911, 514]
- table-row: [479, 833, 626, 842]
- paragraph: It is stated that there was a very valuable consignment of gold on the Koranui at the time she was lost.: [6, 407, 160, 436]
- colony-cell: Western Australia: [480, 742, 535, 752]
- acres-cell: 208,531: [576, 806, 602, 816]
- colony-cell: Victoria: [480, 706, 505, 716]
- deck-passengers: Passengers and Crew Saved.: [8, 113, 158, 128]
- yield-cell: 3·47: [611, 751, 625, 761]
- subhead-success: SUCCESS OF THE HON. J. WHITE'S HORSES.: [187, 810, 298, 831]
- paragraph: There was a fresh sea. Knowing the Rotorua would be coming through the Pass, he determined to stay by the Koranui, and with that view the boats were made fast to the wreck, under the lee of the stern.: [6, 600, 160, 649]
- paragraph: After being there over an hour the vessel began to settle down. The boats then pulled in the direction of the land.: [6, 649, 160, 678]
- column-rule: [320, 32, 321, 1392]
- subhead-value: VALUE AND INSURANCES.: [25, 934, 141, 945]
